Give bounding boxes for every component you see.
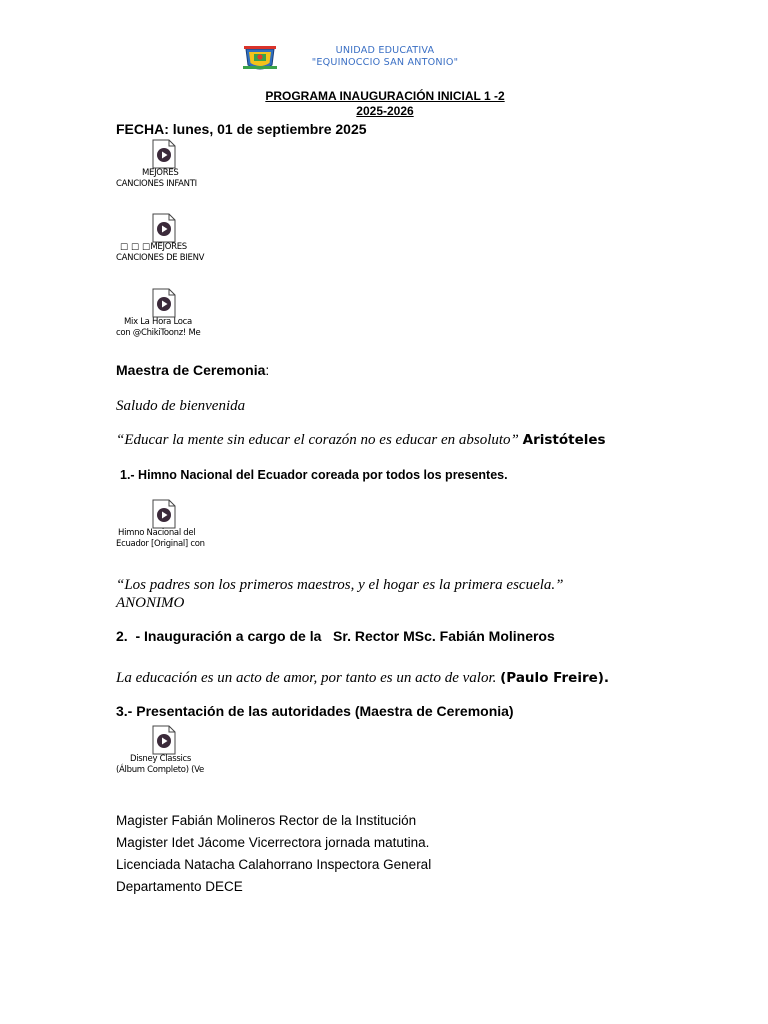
- program-item-1: 1.- Himno Nacional del Ecuador coreada por todos los presentes.: [120, 468, 508, 482]
- media-caption: [116, 242, 214, 264]
- program-title: [230, 89, 540, 119]
- authority-item: Magister Idet Jácome Vicerrectora jornada matutina.: [116, 835, 430, 850]
- media-caption: [116, 754, 214, 776]
- quote-text: “Educar la mente sin educar el corazón no es educar en absoluto”: [116, 432, 519, 448]
- quote-author: Aristóteles: [522, 432, 606, 448]
- media-object-2[interactable]: [116, 213, 214, 271]
- media-caption: [116, 528, 214, 550]
- program-date: FECHA: lunes, 01 de septiembre 2025: [116, 121, 367, 137]
- media-caption-line2: con @ChikiToonz! Me: [116, 328, 201, 338]
- mc-colon: :: [265, 362, 270, 378]
- quote-text: La educación es un acto de amor, por tanto es un acto de valor.: [116, 670, 497, 686]
- program-year: 2025-2026: [356, 104, 414, 118]
- media-caption-line2: (Álbum Completo) (Ve: [116, 765, 204, 775]
- quote-author: ANONIMO: [116, 595, 185, 611]
- media-object-3[interactable]: [116, 288, 214, 346]
- quote-author: (Paulo Freire).: [500, 670, 610, 686]
- quote-freire: [116, 670, 609, 687]
- media-object-4[interactable]: [116, 499, 214, 557]
- media-caption: [116, 168, 214, 190]
- media-object-5[interactable]: [116, 725, 214, 783]
- media-caption-line2: CANCIONES INFANTI: [116, 179, 197, 189]
- program-title-line: PROGRAMA INAUGURACIÓN INICIAL 1 -2: [265, 89, 505, 103]
- media-caption-line2: Ecuador [Original] con: [116, 539, 205, 549]
- media-object-1[interactable]: [116, 139, 214, 197]
- media-file-icon: [151, 213, 177, 243]
- media-file-icon: [151, 725, 177, 755]
- mc-heading: [116, 362, 269, 378]
- media-file-icon: [151, 288, 177, 318]
- media-caption: [116, 317, 214, 339]
- media-file-icon: [151, 499, 177, 529]
- media-caption-line1: Mix La Hora Loca: [124, 317, 192, 327]
- school-name-line1: UNIDAD EDUCATIVA: [335, 45, 435, 56]
- authority-item: Departamento DECE: [116, 879, 243, 894]
- media-caption-line1: MEJORES: [142, 168, 179, 178]
- media-caption-line1: Disney Classics: [130, 754, 192, 764]
- school-logo: [242, 43, 278, 73]
- media-caption-line1: Himno Nacional del: [118, 528, 196, 538]
- authority-item: Licenciada Natacha Calahorrano Inspectora General: [116, 857, 432, 872]
- media-caption-line2: CANCIONES DE BIENV: [116, 253, 205, 263]
- program-item-3: 3.- Presentación de las autoridades (Maestra de Ceremonia): [116, 703, 514, 719]
- mc-label: Maestra de Ceremonia: [116, 362, 266, 378]
- welcome-text: Saludo de bienvenida: [116, 398, 246, 414]
- quote-aristoteles: [116, 432, 606, 449]
- media-caption-line1: [116, 242, 214, 253]
- program-item-2: 2. - Inauguración a cargo de la Sr. Rector MSc. Fabián Molineros: [116, 628, 555, 644]
- school-name-line2: "EQUINOCCIO SAN ANTONIO": [311, 57, 459, 68]
- media-caption-line1-text: MEJORES: [148, 242, 187, 252]
- quote-text: “Los padres son los primeros maestros, y el hogar es la primera escuela.”: [116, 577, 564, 593]
- missing-glyph-boxes: □□□: [120, 242, 154, 252]
- quote-anonimo: [116, 576, 564, 612]
- authorities-list: [116, 810, 431, 898]
- school-name: [300, 45, 470, 69]
- authority-item: Magister Fabián Molineros Rector de la Institución: [116, 813, 417, 828]
- media-file-icon: [151, 139, 177, 169]
